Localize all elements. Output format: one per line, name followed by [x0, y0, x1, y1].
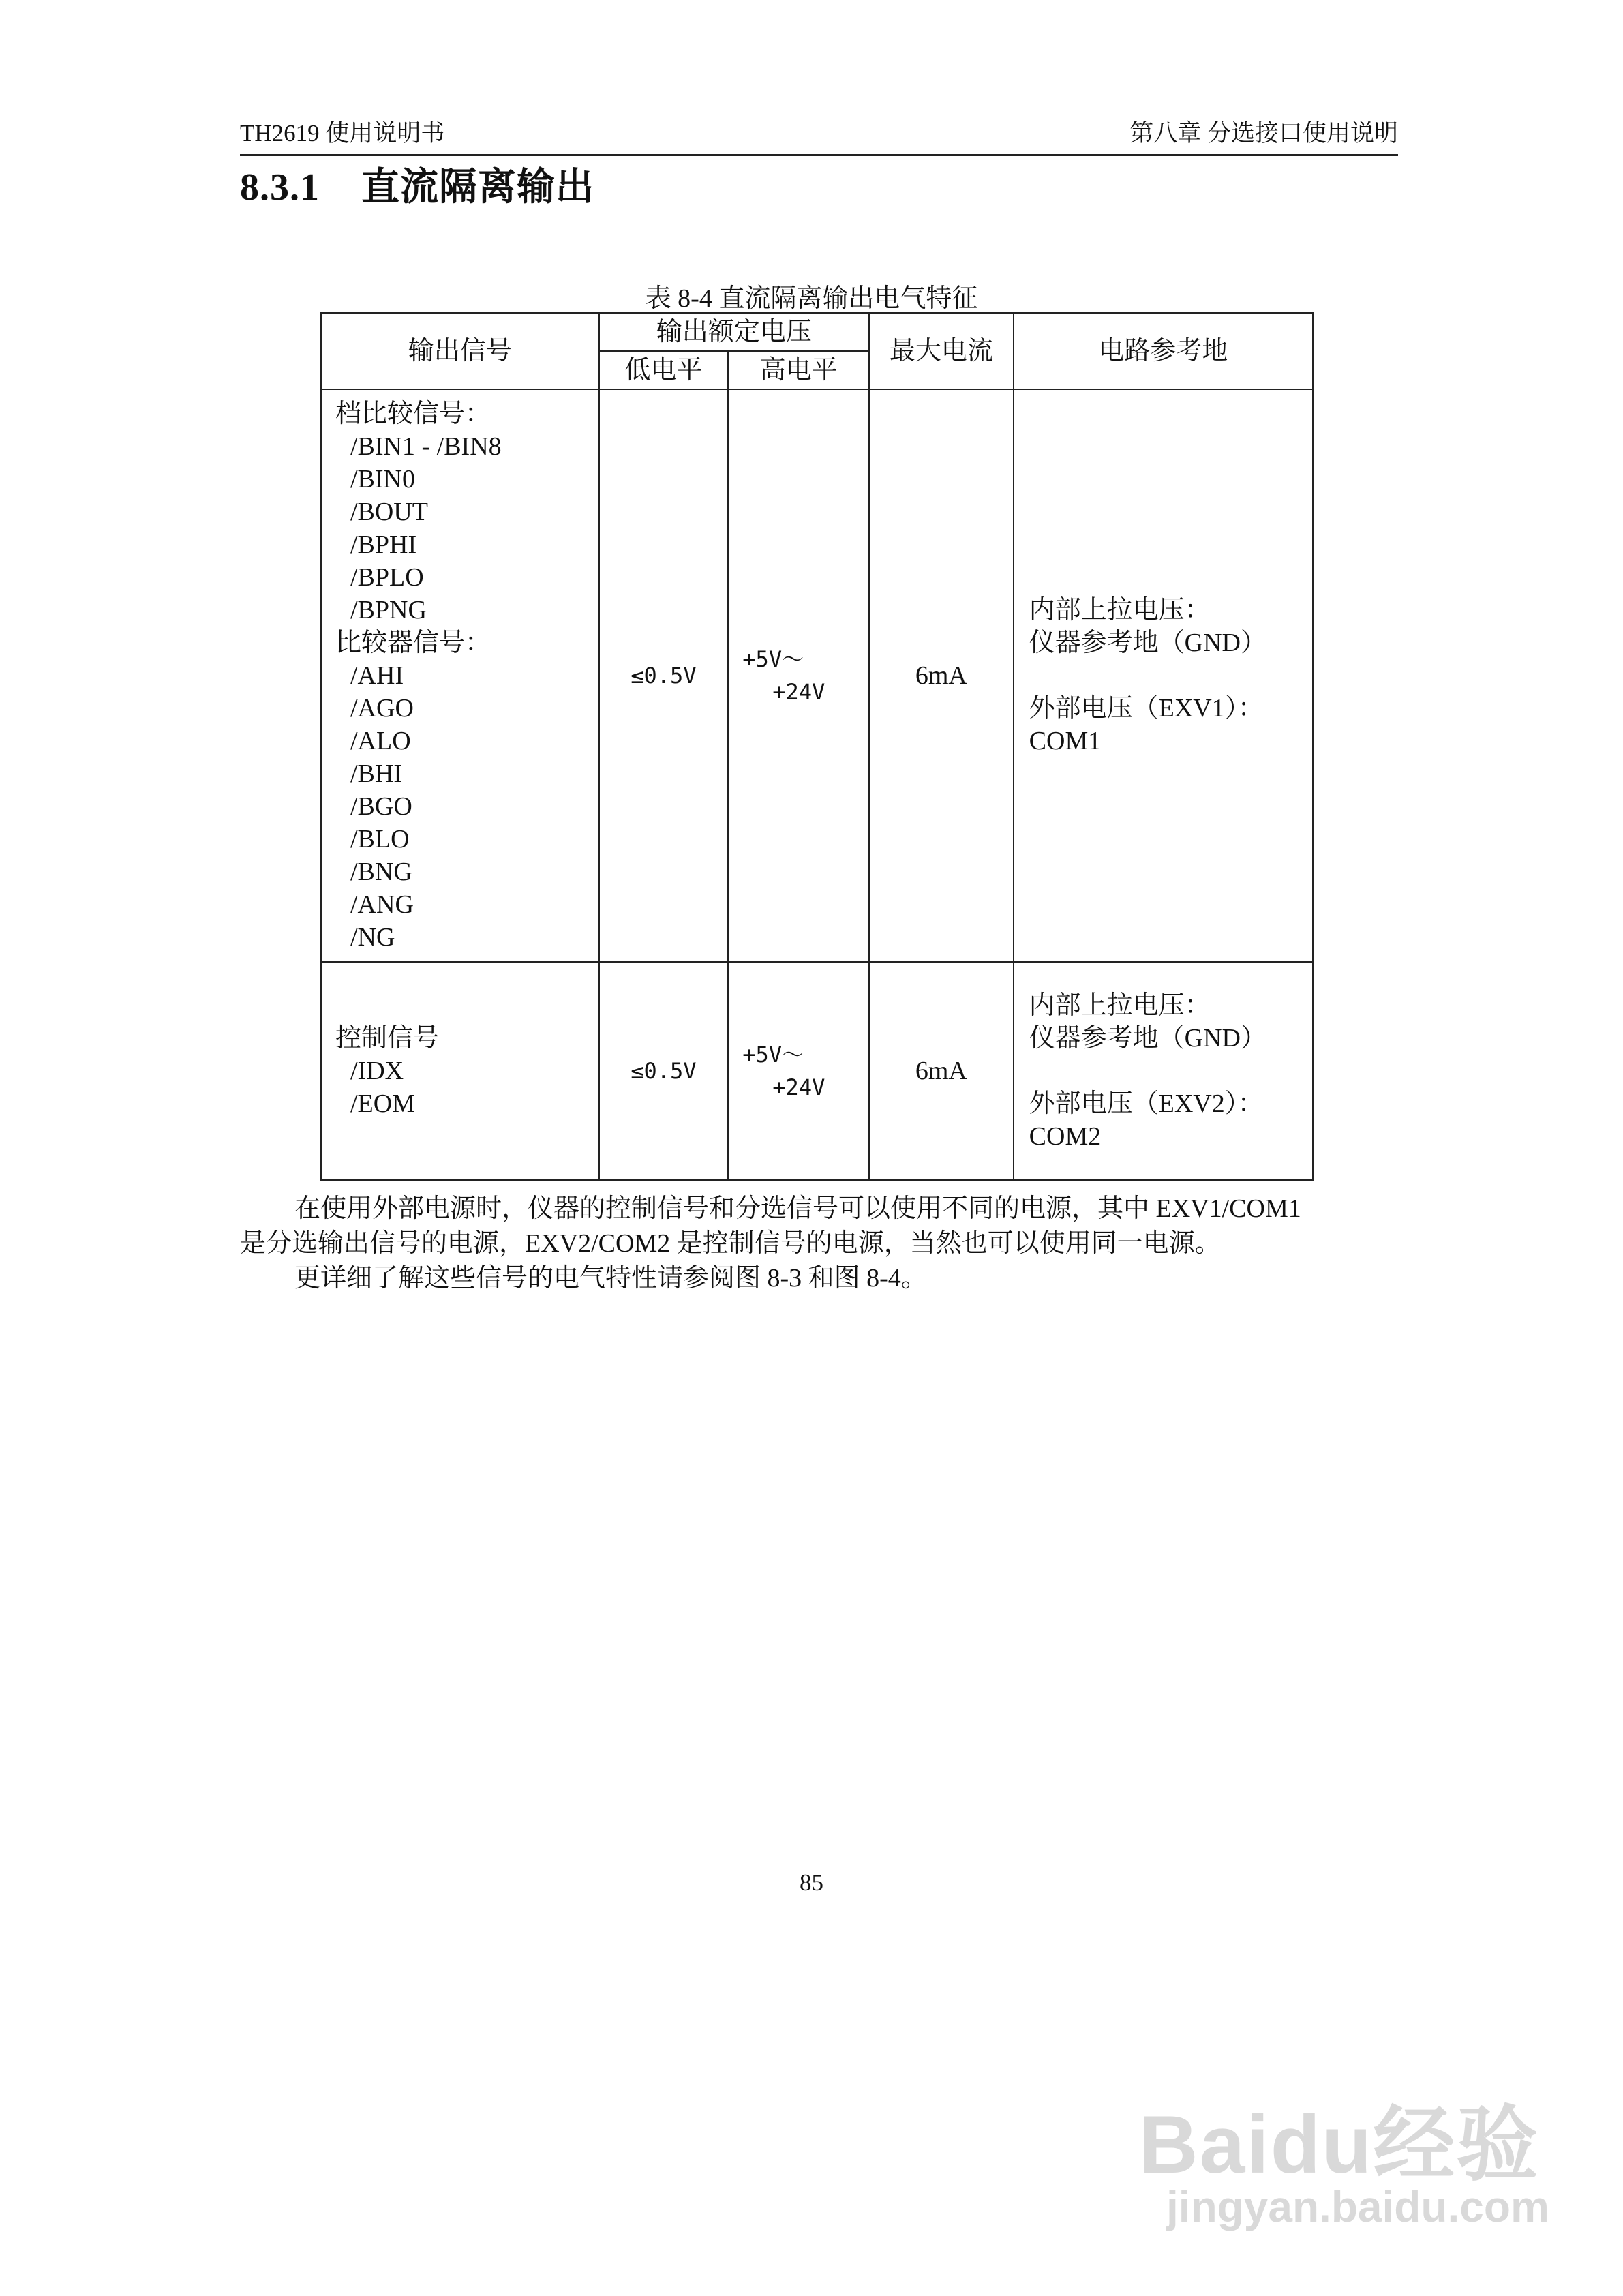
- page-number: 85: [800, 1869, 823, 1896]
- signal-name: /BIN1 - /BIN8: [350, 432, 502, 461]
- header-rated-voltage: 输出额定电压: [599, 313, 870, 351]
- signal-name: /BPHI: [350, 530, 417, 559]
- signal-name: /BHI: [350, 759, 402, 788]
- paragraph-line: 更详细了解这些信号的电气特性请参阅图 8-3 和图 8-4。: [294, 1264, 927, 1293]
- max-current-value: 6mA: [869, 962, 1014, 1180]
- ground-line: 外部电压（EXV1）：: [1029, 694, 1264, 723]
- watermark-url: jingyan.baidu.com: [1166, 2182, 1549, 2231]
- low-level-value: ≤0.5V: [599, 389, 729, 962]
- signal-group-label: 控制信号: [335, 1024, 440, 1053]
- ground-line: 仪器参考地（GND）: [1029, 629, 1266, 657]
- signal-list-cell: [321, 389, 599, 962]
- ground-line: COM2: [1029, 1122, 1102, 1151]
- max-current-value: 6mA: [869, 389, 1014, 962]
- high-level-max: +24V: [772, 679, 825, 705]
- signal-name: /BPNG: [350, 596, 427, 624]
- header-chapter-title: 第八章 分选接口使用说明: [1129, 120, 1398, 147]
- signal-name: /EOM: [350, 1089, 415, 1118]
- header-max-current: 最大电流: [869, 313, 1014, 389]
- signal-name: /AHI: [350, 661, 404, 690]
- body-paragraph: [240, 1192, 1399, 1296]
- ground-line: 内部上拉电压：: [1029, 596, 1211, 624]
- high-level-min: +5V～: [742, 1042, 804, 1068]
- high-level-value: [728, 962, 869, 1180]
- signal-list-cell: [321, 962, 599, 1180]
- signal-name: /BOUT: [350, 498, 428, 526]
- header-signal: 输出信号: [321, 313, 599, 389]
- signal-name: /BLO: [350, 825, 410, 854]
- signal-name: /NG: [350, 923, 395, 952]
- watermark-brand: Baidu经验: [1139, 2099, 1540, 2190]
- signal-name: /ALO: [350, 727, 411, 755]
- header-ground: 电路参考地: [1014, 313, 1313, 389]
- high-level-max: +24V: [772, 1074, 825, 1100]
- signal-group-label: 比较器信号：: [335, 629, 491, 657]
- ground-line: COM1: [1029, 727, 1102, 755]
- section-title-text: 直流隔离输出: [361, 166, 594, 209]
- header-doc-title: TH2619 使用说明书: [240, 120, 445, 147]
- header-high-level: 高电平: [728, 351, 869, 389]
- section-number: 8.3.1: [240, 166, 320, 209]
- signal-name: /AGO: [350, 694, 414, 723]
- signal-name: /BIN0: [350, 465, 415, 494]
- signal-name: /IDX: [350, 1057, 404, 1085]
- ground-reference-cell: [1014, 962, 1313, 1180]
- paragraph-line: 是分选输出信号的电源，EXV2/COM2 是控制信号的电源，当然也可以使用同一电源。: [240, 1229, 1221, 1258]
- ground-line: 内部上拉电压：: [1029, 991, 1211, 1020]
- table-caption: 表 8-4 直流隔离输出电气特征: [645, 284, 978, 313]
- paragraph-line: 在使用外部电源时，仪器的控制信号和分选信号可以使用不同的电源，其中 EXV1/COM1: [294, 1194, 1301, 1223]
- signal-name: /BPLO: [350, 563, 424, 592]
- ground-line: 仪器参考地（GND）: [1029, 1024, 1266, 1053]
- high-level-value: [728, 389, 869, 962]
- low-level-value: ≤0.5V: [599, 962, 729, 1180]
- signal-group-label: 档比较信号：: [335, 399, 491, 428]
- ground-reference-cell: [1014, 389, 1313, 962]
- table-row: [321, 962, 1313, 1180]
- section-heading: [240, 157, 594, 211]
- baidu-watermark-logo: [1139, 2079, 1575, 2250]
- signal-name: /BGO: [350, 792, 412, 821]
- signal-name: /ANG: [350, 890, 414, 919]
- table-row: [321, 389, 1313, 962]
- signal-name: /BNG: [350, 858, 412, 886]
- ground-line: 外部电压（EXV2）：: [1029, 1089, 1264, 1118]
- electrical-spec-table: [320, 312, 1314, 1181]
- page-header: [240, 115, 1398, 156]
- high-level-min: +5V～: [742, 646, 804, 672]
- header-low-level: 低电平: [599, 351, 729, 389]
